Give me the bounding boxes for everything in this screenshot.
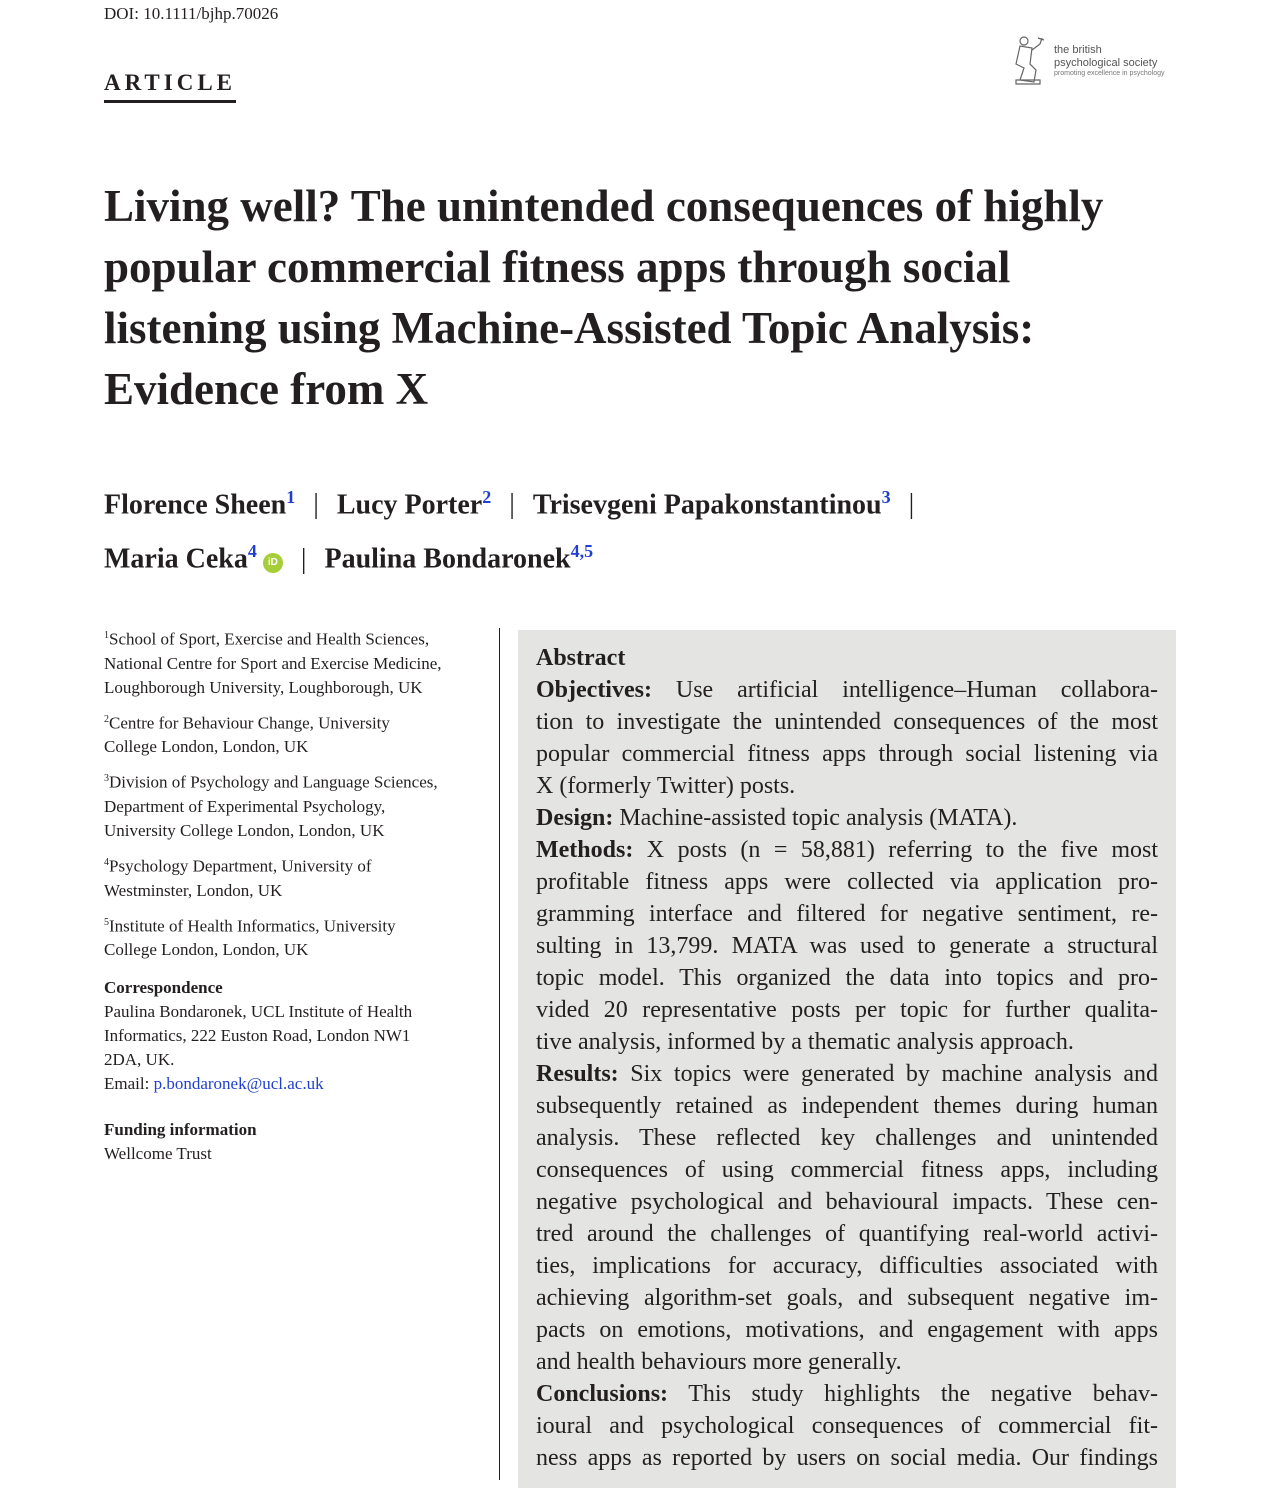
sidebar-info: $^1$School of Sport, Exercise and Health Sciences, National Centre for Sport and Exercise Medicine, Loughborough University, Loughborough, UK $^2$Centre for Behaviour Change, University College London, London, UK $^3$Division of Psychology and Language Sciences, Department of Experimental Psychology, University College London, London, UK $^4$Psychology Department, University of Westminster, London, UK $^5$Institute of Health Informatics, University College London, London, UK Correspondence Paulina Bondaronek, UCL Institute of Health Informatics, 222 Euston Road, London NW1 2DA, UK. Email: p.bondaronek@ucl.ac.uk Funding information Wellcome Trust	[104, 624, 484, 1166]
affiliation-ref[interactable]: 4,5	[570, 541, 594, 562]
abstract-section: Design: Machine-assisted topic analysis (MATA).	[536, 805, 1018, 831]
abstract-section: Results: Six topics were generated by machine analysis and subsequently retained as independent themes during human analysis. These reflected key challenges and unintended consequences of using commercial fitness apps, including negative psychological and behavioural impacts. These cen- tred around the challenges of quantifying real-world activi- ties, implications for accuracy, difficulties associated with achieving algorithm-set goals, and subsequent negative im- pacts on emotions, motivations, and engagement with apps and health behaviours more generally.	[536, 1061, 1158, 1375]
author-list: Florence Sheen$^1$ | Lucy Porter$^2$ | Trisevgeni Papakonstantinou$^3$ | Maria Ceka$^4$iD | Paulina Bondaronek$^{4,5}$	[104, 487, 915, 575]
abstract-section: Objectives: Use artificial intelligence–Human collabora- tion to investigate the unintended consequences of the most popular commercial fitness apps through social listening via X (formerly Twitter) posts.	[536, 677, 1159, 799]
abstract-box	[518, 630, 1176, 1488]
affiliation-ref[interactable]: 4	[247, 541, 257, 562]
paper-title: Living well? The unintended consequences of highly popular commercial fitness apps through social listening using Machine-Assisted Topic Analysis: Evidence from X	[104, 181, 1104, 414]
affiliation: $^2$Centre for Behaviour Change, University College London, London, UK	[104, 713, 390, 757]
affiliation-ref[interactable]: 3	[881, 487, 891, 507]
affiliation: $^4$Psychology Department, University of Westminster, London, UK	[104, 856, 372, 900]
author: Maria Ceka	[104, 543, 248, 575]
abstract-heading: Abstract	[536, 645, 626, 671]
bps-logo: the british psychological society promoting excellence in psychology	[1010, 34, 1165, 86]
abstract-section: Methods: X posts (n = 58,881) referring to the five most profitable fitness apps were collected via application pro- gramming interface and filtered for negative sentiment, re- sulting in 13,799. MATA was used to generate a structural topic model. This organized the data into topics and pro- vided 20 representative posts per topic for further qualita- tive analysis, informed by a thematic analysis approach.	[536, 837, 1159, 1055]
funding-heading: Funding information	[104, 1120, 257, 1140]
funding-text: Wellcome Trust	[104, 1144, 212, 1164]
author: Paulina Bondaronek	[324, 543, 571, 575]
affiliation: $^1$School of Sport, Exercise and Health Sciences, National Centre for Sport and Exercise Medicine, Loughborough University, Loughborough, UK	[104, 629, 442, 697]
author: Trisevgeni Papakonstantinou	[532, 489, 882, 521]
author: Lucy Porter	[336, 489, 483, 521]
affiliation: $^5$Institute of Health Informatics, University College London, London, UK	[104, 916, 396, 960]
doi: DOI: 10.1111/bjhp.70026	[104, 4, 279, 23]
abstract-section: Conclusions: This study highlights the negative behav- ioural and psychological consequences of commercial fit- ness apps as reported by users on social media. Our findings	[536, 1381, 1158, 1471]
author: Florence Sheen	[104, 489, 287, 521]
article-label: ARTICLE	[104, 70, 236, 103]
affiliation-ref[interactable]: 2	[482, 487, 492, 507]
statue-icon	[1010, 34, 1048, 86]
correspondence-heading: Correspondence	[104, 978, 223, 998]
affiliation-ref[interactable]: 1	[286, 487, 296, 507]
affiliation: $^3$Division of Psychology and Language Sciences, Department of Experimental Psychology, University College London, London, UK	[104, 772, 438, 840]
column-divider	[499, 628, 500, 1480]
orcid-icon[interactable]: iD	[263, 553, 283, 573]
email-link[interactable]: p.bondaronek@ucl.ac.uk	[153, 1074, 324, 1094]
